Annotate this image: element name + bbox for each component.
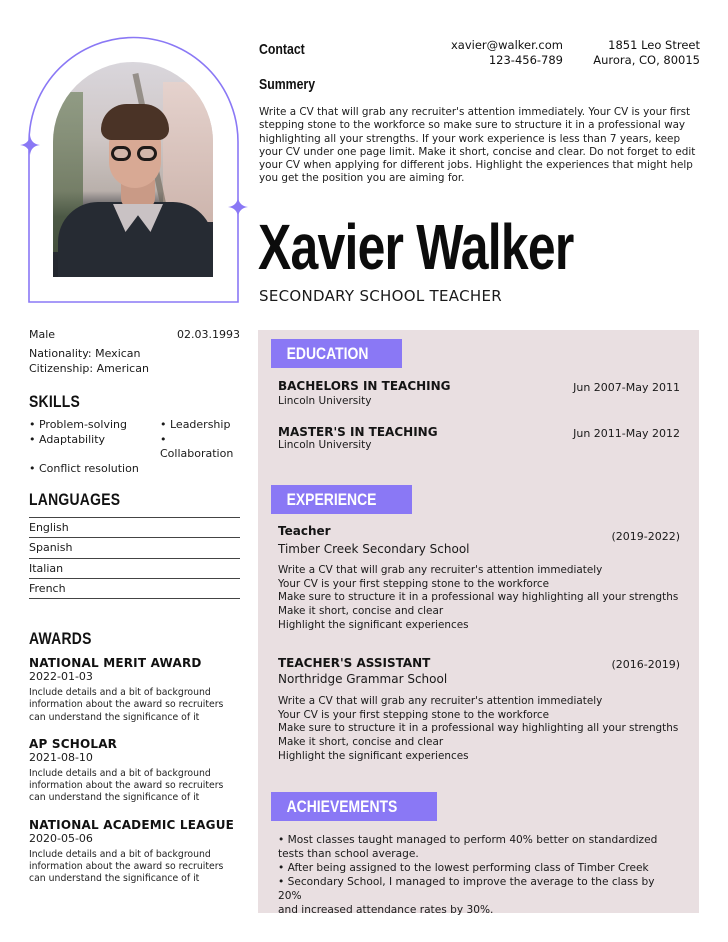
degree: MASTER'S IN TEACHING: [278, 425, 438, 439]
achievement-line: • Secondary School, I managed to improve the average to the class by 20%: [278, 876, 655, 902]
email-link[interactable]: xavier@walker.com: [450, 38, 563, 52]
achievements-list: [278, 833, 680, 917]
awards-section: [29, 629, 240, 899]
experience-dates: (2016-2019): [611, 658, 680, 671]
award-description: Include details and a bit of background information about the award so recruiters can understand the significance of it: [29, 687, 224, 723]
award-date: 2022-01-03: [29, 670, 93, 683]
skill-item: • Leadership: [160, 418, 231, 431]
personal-info: [29, 328, 240, 376]
award-date: 2020-05-06: [29, 831, 93, 845]
achievement-line: and increased attendance rates by 30%.: [278, 904, 494, 916]
school: Lincoln University: [278, 395, 372, 407]
skills-title: SKILLS: [29, 392, 81, 411]
education-dates: Jun 2007-May 2011: [573, 381, 680, 394]
experience-item: [278, 524, 680, 633]
gender: Male: [29, 328, 56, 341]
experience-item: [278, 656, 680, 764]
address-line1: 1851 Leo Street: [608, 38, 700, 52]
candidate-name: Xavier Walker: [258, 211, 574, 283]
role: TEACHER'S ASSISTANT: [278, 656, 431, 670]
skill-item: • Collaboration: [160, 432, 234, 460]
details-panel: [258, 330, 699, 916]
nationality: Nationality: Mexican: [29, 347, 141, 360]
summary-text: Write a CV that will grab any recruiter's attention immediately. Your CV is your first stepping stone to the workforce so make sure to structure it in a professional way highlighting all your strengths. If your work experience is less than 7 years, keep your CV under one page limit. Make it short, concise and clear. Do not forget to edit your CV when applying for different jobs. Highlight the experiences that might help you get the position you are aiming for.: [259, 106, 696, 185]
education-dates: Jun 2011-May 2012: [573, 427, 680, 440]
education-item: [278, 379, 680, 407]
skill-item: • Conflict resolution: [29, 461, 139, 475]
citizenship: Citizenship: American: [29, 361, 149, 375]
star-ornament-icon: [20, 135, 40, 155]
award-title: NATIONAL ACADEMIC LEAGUE: [29, 817, 235, 832]
language-item: Spanish: [29, 538, 240, 558]
achievement-line: • After being assigned to the lowest performing class of Timber Creek: [278, 862, 649, 874]
star-ornament-icon: [228, 197, 248, 217]
school: Lincoln University: [278, 439, 372, 451]
experience-description: Write a CV that will grab any recruiter's attention immediately Your CV is your first stepping stone to the workforce Make sure to structure it in a professional way highlighting all your strengths Make it short, concise and clear Highlight the significant experiences: [278, 564, 679, 631]
language-item: Italian: [29, 559, 240, 579]
language-item: English: [29, 518, 240, 538]
award-date: 2021-08-10: [29, 750, 93, 764]
employer: Timber Creek Secondary School: [278, 542, 470, 556]
address-line2: Aurora, CO, 80015: [593, 53, 700, 67]
contact-email-phone: [400, 38, 563, 68]
contact-label: Contact: [259, 41, 305, 58]
awards-title: AWARDS: [29, 629, 92, 648]
skill-item: • Problem-solving: [29, 418, 127, 431]
profile-photo: [53, 62, 213, 277]
award-description: Include details and a bit of background information about the award so recruiters can understand the significance of it: [29, 767, 224, 804]
award-item: [29, 737, 240, 805]
education-item: [278, 425, 680, 451]
experience-description: Write a CV that will grab any recruiter's attention immediately Your CV is your first stepping stone to the workforce Make sure to structure it in a professional way highlighting all your strengths Make it short, concise and clear Highlight the significant experiences: [278, 695, 679, 762]
languages-section: [29, 490, 240, 599]
date-of-birth: 02.03.1993: [177, 328, 240, 341]
award-description: Include details and a bit of background information about the award so recruiters can understand the significance of it: [29, 848, 224, 885]
award-title: AP SCHOLAR: [29, 736, 118, 751]
award-item: [29, 656, 240, 724]
summary-label: Summery: [259, 76, 316, 93]
experience-dates: (2019-2022): [611, 530, 680, 543]
contact-address: [560, 38, 700, 68]
education-heading: EDUCATION: [271, 339, 402, 368]
language-item: French: [29, 579, 240, 599]
job-title: SECONDARY SCHOOL TEACHER: [259, 287, 502, 305]
role: Teacher: [278, 524, 331, 538]
languages-title: LANGUAGES: [29, 490, 121, 509]
award-item: [29, 818, 240, 886]
experience-heading: EXPERIENCE: [271, 485, 412, 514]
achievements-heading: ACHIEVEMENTS: [271, 792, 437, 821]
phone-number: 123-456-789: [488, 53, 563, 67]
achievement-line: • Most classes taught managed to perform 40% better on standardized: [278, 834, 658, 846]
degree: BACHELORS IN TEACHING: [278, 379, 451, 393]
employer: Northridge Grammar School: [278, 672, 448, 686]
award-title: NATIONAL MERIT AWARD: [29, 656, 202, 670]
skill-item: • Adaptability: [29, 432, 106, 446]
skills-section: [29, 392, 240, 476]
achievement-line: tests than school average.: [278, 848, 419, 860]
